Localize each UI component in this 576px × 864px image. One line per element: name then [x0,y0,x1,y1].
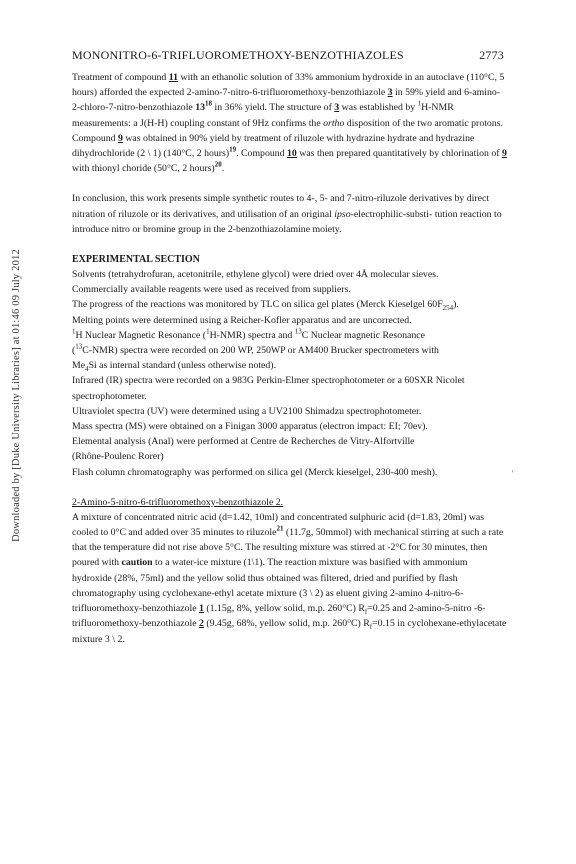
page-body [72,70,508,647]
compound-ref-3: 3 [387,87,393,99]
experimental-general-methods [72,267,508,480]
caution-term: caution [121,557,153,569]
paragraph-compound-3: Treatment of compound 11 with an ethanolic solution of 33% ammonium hydroxide in an autoclave (110°C, 5 hours) afforded the expected 2-amino-7-nitro-6-trifluoromethoxy-benzothiazole 3 in 59% yield and 6-amino-2-chloro-7-nitro-benzothiazole $13^{18}$ in 36% yield. The structure of 3 was established by $^1$H-NMR measurements: a J(H-H) coupling constant of 9Hz confirms the ortho disposition of the two aromatic protons. [72,72,505,129]
download-watermark-text: Downloaded by [Duke University Libraries] at 01:46 09 July 2012 [10,248,22,542]
compound-2-heading: 2-Amino-5-nitro-6-trifluoromethoxy-benzothiazole 2. [72,496,284,508]
compound-ref-10: 10 [287,148,297,160]
compound-ref-13: 13 [195,102,206,114]
citation-19: 19 [229,145,237,154]
download-watermark [4,160,28,630]
page-number: 2773 [479,48,504,62]
citation-18: 18 [205,100,213,109]
citation-21: 21 [276,524,284,533]
paragraph-compound-9-10: Compound 9 was obtained in 90% yield by treatment of riluzole with hydrazine hydrate and hydrazine dihydrochloride (2 \ 1) (140°C, 2 hours)$^{19}$. Compound 10 was then prepared quantitatively by chlorination of 9 with thionyl choride (50°C, 2 hours)$^{20}$. [72,132,507,175]
nmr-line-3: $Me_4Si$ as internal standard (unless otherwise noted). [72,360,277,374]
uv-line: Ultraviolet spectra (UV) were determined using a UV2100 Shimadzu spectrophotometer. [72,405,422,417]
solvents-line: Solvents (tetrahydrofuran, acetonitrile, ethylene glycol) were dried over 4Å molecular sieves. [72,269,439,281]
ir-line-1: Infrared (IR) spectra were recorded on a 983G Perkin-Elmer spectrophotometer or a 60SXR Nicolet [72,375,465,387]
compound-ref-2: 2 [199,618,204,630]
nmr-line-2: ($^{13}$C-NMR) spectra were recorded on 200 WP, 250WP or AM400 Brucker spectrometers with [72,342,439,357]
compound-ref-9b: 9 [501,148,507,160]
experimental-section-title: EXPERIMENTAL SECTION [72,254,200,266]
compound-ref-11: 11 [168,72,179,83]
ir-line-2: spectrophotometer. [72,390,147,402]
anal-line-2: (Rhône-Poulenc Rorer) [72,451,164,463]
margin-mark: ' [512,469,514,478]
melting-point-line: Melting points were determined using a Reicher-Kofler apparatus and are uncorrected. [72,314,412,326]
nmr-line-1: $^1$H Nuclear Magnetic Resonance ($^1$H-NMR) spectra and $^{13}$C Nuclear magnetic Resonance [72,327,425,341]
compound-ref-3b: 3 [334,102,340,114]
citation-20: 20 [214,160,222,169]
reagents-line: Commercially available reagents were used as received from suppliers. [72,284,351,296]
compound-ref-9: 9 [118,132,123,144]
compound-2-procedure: A mixture of concentrated nitric acid (d=1.42, 10ml) and concentrated sulphuric acid (d=1.83, 20ml) was cooled to 0°C and added over 35 minutes to riluzole$^{21}$ (11.7g, 50mmol) with mechanical stirring at such a rate that the temperature did not rise above 5°C. The resulting mixture was stirred at -2°C for 30 minutes, then poured with caution to a water-ice mixture (1\1). The reaction mixture was basified with ammonium hydroxide (28%, 75ml) and the yellow solid thus obtained was filtered, dried and purified by flash chromatography using cyclohexane-ethyl acetate mixture (3 \ 2) as eluent giving 2-amino 4-nitro-6-trifluoromethoxy-benzothiazole 1 (1.15g, 8%, yellow solid, m.p. 260°C) $R_f=0.25$ and 2-amino-5-nitro -6-trifluoromethoxy-benzothiazole 2 (9.45g, 68%, yellow solid, m.p. 260°C) $R_f=0.15$ in cyclohexane-ethylacetate mixture 3 \ 2. [72,511,507,645]
ipso-term: ipso [334,208,351,220]
running-header [72,48,504,63]
running-head-title: MONONITRO-6-TRIFLUOROMETHOXY-BENZOTHIAZOLES [72,48,404,62]
paragraph-conclusion: In conclusion, this work presents simple synthetic routes to 4-, 5- and 7-nitro-riluzole derivatives by direct nitration of riluzole or its derivatives, and utilisation of an original ipso-electrophilic-substi- tution reaction to introduce nitro or bromine group in the 2-benzothiazolamine moiety. [72,193,502,235]
anal-line-1: Elemental analysis (Anal) were performed at Centre de Recherches de Vitry-Alfortville [72,436,415,448]
compound-ref-1: 1 [199,603,204,615]
tlc-line: The progress of the reactions was monitored by TLC on silica gel plates (Merck Kieselgel $60F_{254}$). [72,299,459,313]
ms-line: Mass spectra (MS) were obtained on a Finigan 3000 apparatus (electron impact: EI; 70ev). [72,421,428,433]
flash-line: Flash column chromatography was performed on silica gel (Merck kieselgel, 230-400 mesh). [72,466,438,478]
ortho-term: ortho [323,117,345,129]
